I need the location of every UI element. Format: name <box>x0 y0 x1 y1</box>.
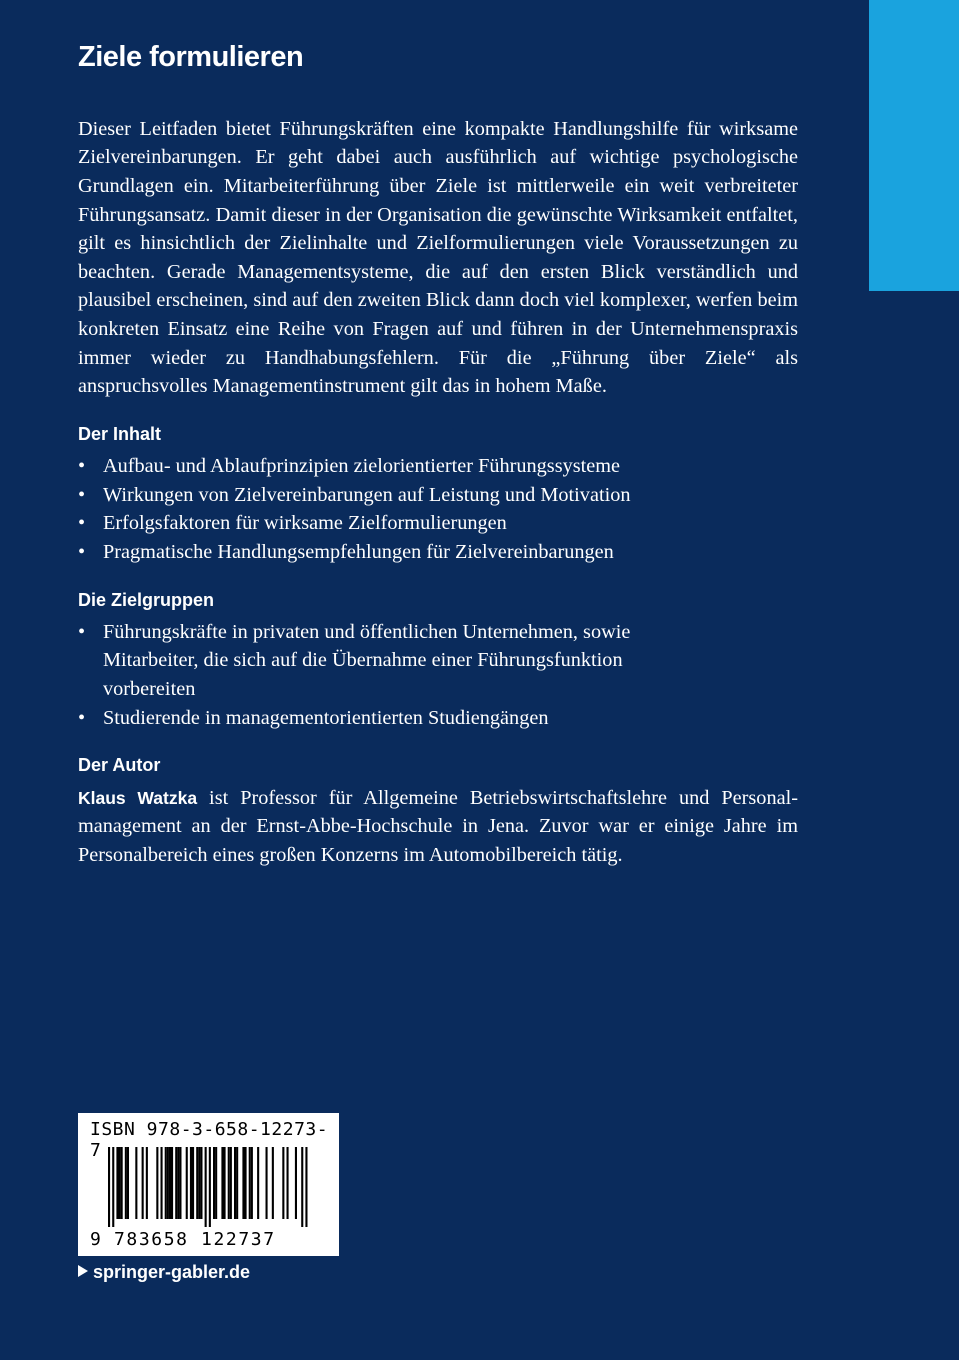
play-arrow-icon <box>78 1265 88 1277</box>
barcode-bar <box>200 1147 202 1219</box>
barcode-bar <box>272 1147 274 1219</box>
barcode-bar <box>236 1147 238 1219</box>
barcode-bar <box>249 1147 251 1219</box>
barcode-bar <box>213 1147 215 1219</box>
isbn-barcode <box>78 1113 339 1256</box>
barcode-bar <box>127 1147 129 1219</box>
barcode-guard-bar <box>112 1147 114 1227</box>
accent-bar <box>869 0 959 291</box>
autor-paragraph <box>78 784 798 870</box>
barcode-guard-bar <box>301 1147 303 1227</box>
ean-first-digit: 9 <box>90 1229 101 1250</box>
barcode-bar <box>121 1147 123 1219</box>
barcode-bar <box>179 1147 181 1219</box>
barcode-bar <box>242 1147 244 1219</box>
barcode-bar <box>146 1147 148 1219</box>
barcode-bar <box>295 1147 297 1219</box>
author-name: Klaus Watzka <box>78 787 198 808</box>
bullet-icon: • <box>78 483 86 506</box>
list-item: • Pragmatische Handlungsempfehlungen für Zielvereinbarungen <box>78 538 798 567</box>
barcode-bar <box>125 1147 127 1219</box>
bullet-icon: • <box>78 540 86 563</box>
barcode-bar <box>257 1147 259 1219</box>
barcode-bar <box>142 1147 144 1219</box>
bullet-icon: • <box>78 455 86 478</box>
barcode-bar <box>282 1147 284 1219</box>
barcode-bar <box>169 1147 171 1219</box>
barcode-bar <box>224 1147 226 1219</box>
isbn-label: ISBN 978-3-658-12273-7 <box>90 1119 329 1161</box>
publisher-link[interactable]: springer-gabler.de <box>78 1262 250 1283</box>
list-item: • Aufbau- und Ablaufprinzipien zielorientierter Führungssysteme <box>78 452 798 481</box>
barcode-bar <box>190 1147 192 1219</box>
inhalt-heading: Der Inhalt <box>78 423 162 444</box>
barcode-bar <box>167 1147 169 1219</box>
barcode-bar <box>198 1147 200 1219</box>
barcode-bar <box>116 1147 118 1219</box>
barcode-bars <box>108 1147 318 1227</box>
barcode-bar <box>175 1147 177 1219</box>
bullet-icon: • <box>78 706 86 729</box>
barcode-bar <box>165 1147 167 1219</box>
barcode-bar <box>186 1147 188 1219</box>
list-item: • Erfolgsfaktoren für wirksame Zielformulierungen <box>78 509 798 538</box>
barcode-bar <box>119 1147 121 1219</box>
barcode-bar <box>156 1147 158 1219</box>
page-title: Ziele formulieren <box>78 41 304 73</box>
barcode-bar <box>266 1147 268 1219</box>
barcode-bar <box>161 1147 163 1219</box>
barcode-guard-bar <box>108 1147 110 1227</box>
bullet-icon: • <box>78 512 86 535</box>
barcode-bar <box>234 1147 236 1219</box>
bullet-icon: • <box>78 620 86 643</box>
barcode-bar <box>196 1147 198 1219</box>
list-item: • Führungskräfte in privaten und öffentlichen Unternehmen, sowie Mitarbeiter, die sich auf die Übernahme einer Führungsfunktion vorbereiten <box>78 618 663 704</box>
barcode-bar <box>230 1147 232 1219</box>
barcode-bar <box>287 1147 289 1219</box>
barcode-bar <box>192 1147 194 1219</box>
list-item: • Studierende in managementorientierten Studiengängen <box>78 704 798 733</box>
zielgruppen-heading: Die Zielgruppen <box>78 589 215 610</box>
barcode-bar <box>245 1147 247 1219</box>
barcode-bar <box>135 1147 137 1219</box>
intro-paragraph: Dieser Leitfaden bietet Führungskräften eine kompakte Handlungshilfe für wirksame Zielvereinbarungen. Er geht dabei auch ausführlich auf wichtige psychologische Grundlagen ein. Mitarbeiterführung über Ziele ist mittlerweile ein weit verbreiteter Führungsansatz. Damit dieser in der Organisation die gewünschte Wirksamkeit entfaltet, gilt es hinsichtlich der Zielinhalte und Zielformulierungen viele Voraussetzungen zu beachten. Gerade Managementsysteme, die auf den ersten Blick verständlich und plausibel erscheinen, sind auf den zweiten Blick dann doch viel komplexer, werfen beim konkreten Einsatz eine Reihe von Fragen auf und führen in der Unternehmenspraxis immer wieder zu Handhabungsfehlern. Für die „Führung über Ziele“ als anspruchsvolles Managementinstrument gilt das in hohem Maße. <box>78 117 798 398</box>
inhalt-list <box>78 452 798 566</box>
autor-text: ist Professor für Allgemeine Betriebswirtschaftslehre und Personalmanagement an der Ernst-Abbe-Hochschule in Jena. Zuvor war er einige Jahre im Personalbereich eines großen Konzerns im Automobilbereich tätig. <box>78 786 798 866</box>
barcode-guard-bar <box>209 1147 211 1227</box>
list-item: • Wirkungen von Zielvereinbarungen auf Leistung und Motivation <box>78 481 798 510</box>
ean-digits: 783658 122737 <box>114 1229 276 1250</box>
barcode-bar <box>228 1147 230 1219</box>
barcode-bar <box>177 1147 179 1219</box>
autor-heading: Der Autor <box>78 755 161 776</box>
barcode-bar <box>251 1147 253 1219</box>
barcode-guard-bar <box>305 1147 307 1227</box>
barcode-bar <box>221 1147 223 1219</box>
barcode-bar <box>171 1147 173 1219</box>
zielgruppen-list <box>78 618 798 732</box>
barcode-guard-bar <box>205 1147 207 1227</box>
cover-text <box>78 40 798 869</box>
barcode-bar <box>215 1147 217 1219</box>
